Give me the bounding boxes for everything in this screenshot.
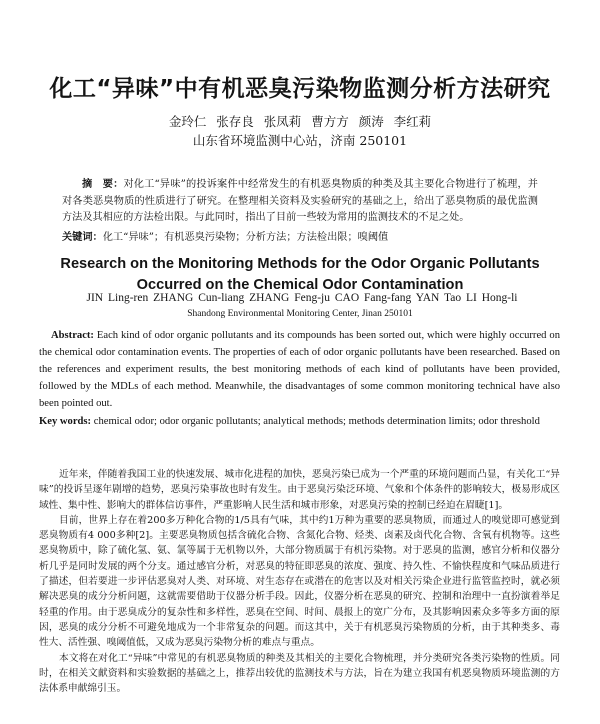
english-abstract-text: Each kind of odor organic pollutants and its compounds has been sorted out, which were highly occurred on the chemical odor contamination events. The properties of each of odor organic pollutants have been researched. Based on the references and experiment results, the best monitoring methods of each kind of pollutants have been provided, followed by the MDLs of each method. Meanwhile, the disadvantages of some common monitoring technical have also been pointed out. xyxy=(39,330,560,409)
chinese-affiliation: 山东省环境监测中心站，济南 250101 xyxy=(192,133,408,148)
chinese-abstract-label: 摘 要： xyxy=(82,178,124,190)
english-authors: JIN Ling-ren ZHANG Cun-liang ZHANG Feng-ju CAO Fang-fang YAN Tao LI Hong-li xyxy=(86,292,518,304)
body-paragraph-2: 目前，世界上存在着200多万种化合物的1/5具有气味，其中约1万种为重要的恶臭物质，而通过人的嗅觉即可感觉到恶臭物质有4 000多种[2]。主要恶臭物质包括含硫化合物、含氮化合物、烃类、卤素及卤代化合物、含氧有机物等。这些恶臭物质中，除了硫化氢、氨、氯等属于无机物以外，大部分物质属于有机污染物。对于恶臭的监测，感官分析和仪器分析几乎是同时发展的两个分支。通过感官分析，对恶臭的特征即恶臭的浓度、强度、持久性、不愉快程度和气味品质进行了描述，但若要进一步评估恶臭对人类、对环境、对生态存在或潜在的危害以及对相关污染企业进行监管监控时，就必须解决恶臭的成分分析问题，这就需要借助于仪器分析手段。因此，仪器分析在恶臭的研究、控制和治理中一直扮演着举足轻重的作用。由于恶臭成分的复杂性和多样性，恶臭在空间、时间、晨报上的宽广分布，及其影响因素众多等多方面的原因，恶臭的成分分析不可避免地成为一个非常复杂的问题。而这其中，关于有机恶臭污染物质的分析，由于其种类多、毒性大、活性强、嗅阈值低，又成为恶臭污染物分析的难点与重点。 xyxy=(39,514,560,649)
chinese-keywords xyxy=(62,228,538,243)
english-keywords xyxy=(39,414,560,430)
body-text xyxy=(39,467,560,696)
english-title-line-2: Occurred on the Chemical Odor Contamination xyxy=(136,277,464,293)
english-title xyxy=(0,254,600,296)
english-affiliation: Shandong Environmental Monitoring Center, Jinan 250101 xyxy=(187,309,413,319)
body-paragraph-1: 近年来，伴随着我国工业的快速发展、城市化进程的加快，恶臭污染已成为一个严重的环境问题而凸显，有关化工“异味”的投诉呈逐年剧增的趋势，恶臭污染事故也时有发生。由于恶臭污染泛环境、气象和个体条件的影响较大，极易形成区域性、集中性、影响大的群体信访事件，严重影响人民生活和城市形象，对恶臭污染的控制已经迫在眉睫[1]。 xyxy=(39,469,560,511)
body-paragraph-3: 本文将在对化工“异味”中常见的有机恶臭物质的种类及其相关的主要化合物梳理，并分类研究各类污染物的性质。同时，在相关文献资料和实验数据的基础之上，推荐出较优的监测技术与方法，旨在为建立我国有机恶臭物质环境监测的方法体系申献绵引玉。 xyxy=(39,652,560,695)
chinese-keywords-label: 关键词： xyxy=(62,231,103,243)
chinese-authors: 金玲仁 张存良 张凤莉 曹方方 颜涛 李红莉 xyxy=(168,114,432,129)
english-keywords-label: Key words: xyxy=(39,416,92,427)
english-abstract xyxy=(39,328,560,413)
chinese-title: 化工“异味”中有机恶臭污染物监测分析方法研究 xyxy=(49,76,551,102)
english-abstract-label: Abstract: xyxy=(51,330,94,341)
chinese-abstract-text: 对化工“异味”的投诉案件中经常发生的有机恶臭物质的种类及其主要化合物进行了梳理，并对各类恶臭物质的性质进行了研究。在整理相关资料及实验研究的基础之上，给出了恶臭物质的最优监测方法及其相应的方法检出限。与此同时，指出了目前一些较为常用的监测技术的不足之处。 xyxy=(62,179,538,223)
chinese-abstract xyxy=(62,176,538,227)
english-title-line-1: Research on the Monitoring Methods for the Odor Organic Pollutants xyxy=(60,256,540,272)
english-keywords-text: chemical odor; odor organic pollutants; analytical methods; methods determination limits; odor threshold xyxy=(91,416,540,427)
chinese-keywords-text: 化工“异味”；有机恶臭污染物；分析方法；方法检出限；嗅阈值 xyxy=(102,232,389,243)
